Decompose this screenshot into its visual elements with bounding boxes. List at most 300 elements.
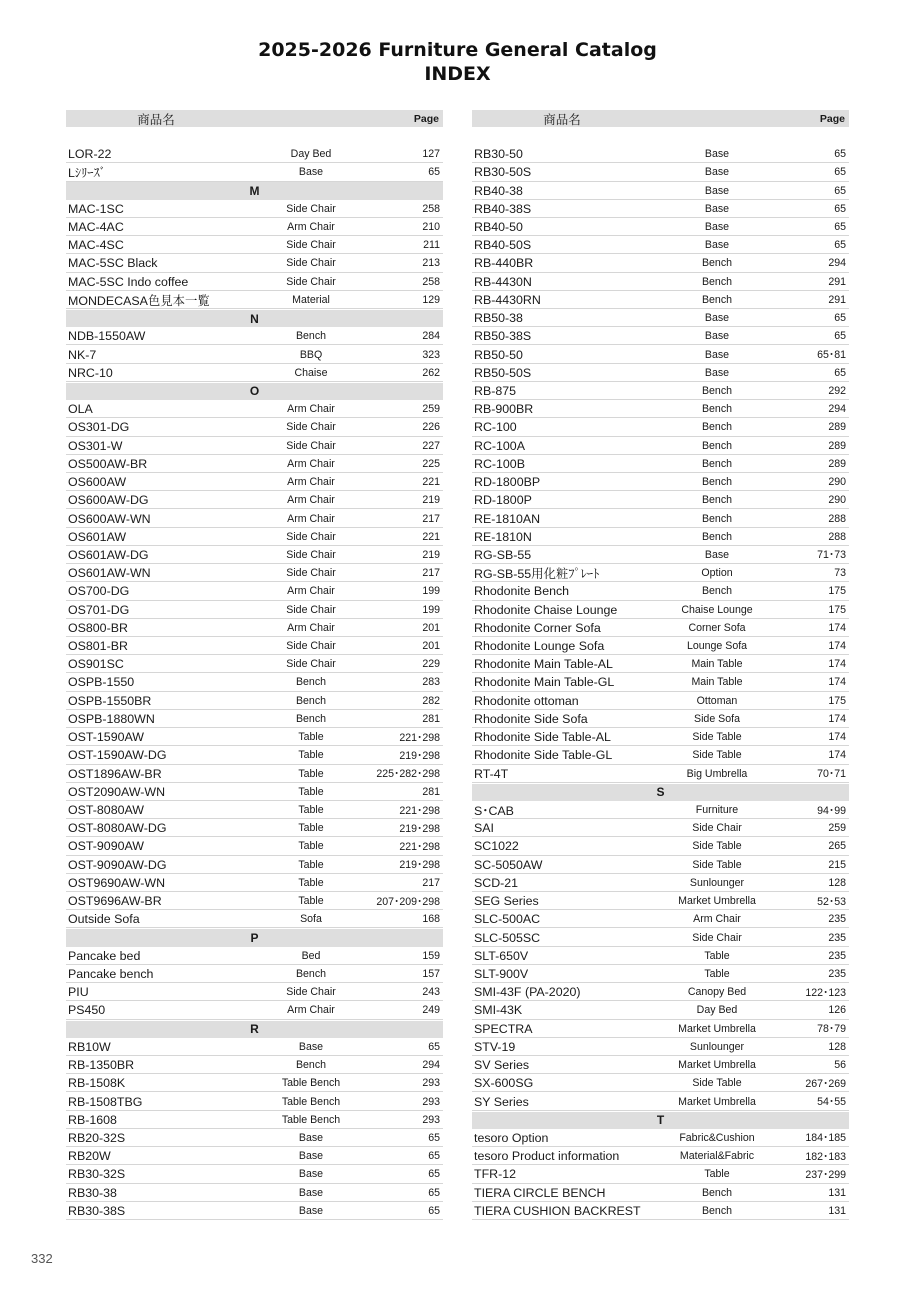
index-row [472,492,849,509]
product-name: RB-900BR [474,402,534,417]
product-name: OST1896AW-BR [68,766,162,781]
product-name: OST-1590AW-DG [68,748,167,763]
index-row [66,601,443,618]
product-category: Arm Chair [287,403,335,416]
product-name: RB-1508K [68,1076,126,1091]
index-row [66,255,443,272]
product-name: SX-600SG [474,1076,534,1091]
product-page: 219 [422,548,440,561]
product-page: 52･53 [817,895,846,908]
product-page: 159 [422,949,440,962]
index-row [66,583,443,600]
index-row [472,729,849,746]
product-page: 174 [828,658,846,671]
section-letter-header [472,784,849,801]
product-page: 65 [834,166,846,179]
product-category: Table [298,767,324,780]
product-page: 199 [422,585,440,598]
section-letter-header [66,310,443,327]
index-row [66,656,443,673]
product-category: Arm Chair [287,621,335,634]
product-category: Base [704,184,730,197]
product-name: OS901SC [68,657,124,672]
index-row [66,201,443,218]
product-name: TFR-12 [474,1167,516,1182]
index-row [472,438,849,455]
product-page: 213 [422,257,440,270]
index-row [66,984,443,1001]
product-page: 259 [422,403,440,416]
product-category: Material&Fabric [679,1150,755,1163]
product-name: Outside Sofa [68,912,140,927]
product-category: Main Table [691,658,743,671]
section-letter-header [472,1112,849,1129]
index-row [472,583,849,600]
product-name: SC1022 [474,839,519,854]
product-name: Rhodonite Corner Sofa [474,620,601,635]
product-name: SMI-43F (PA-2020) [474,985,581,1000]
product-page: 122･123 [805,986,846,999]
index-row [472,693,849,710]
index-row [66,893,443,910]
product-page: 221･298 [399,731,440,744]
index-row [66,565,443,582]
product-category: Side Chair [286,640,336,653]
product-category: Side Table [692,749,742,762]
product-category: Table [298,785,324,798]
product-name: Rhodonite Lounge Sofa [474,639,605,654]
product-name: SLT-650V [474,948,529,963]
product-page: 201 [422,621,440,634]
product-page: 294 [422,1059,440,1072]
product-category: Side Chair [286,202,336,215]
index-row [66,1039,443,1056]
product-page: 65 [428,1150,440,1163]
product-page: 131 [828,1186,846,1199]
product-name: SLC-505SC [474,930,541,945]
product-category: Base [298,1131,324,1144]
product-category: Base [704,366,730,379]
product-name: OST-9090AW [68,839,144,854]
section-letter-header [66,929,443,946]
product-page: 217 [422,876,440,889]
index-row [472,638,849,655]
product-category: Bench [701,421,733,434]
product-name: PIU [68,985,89,1000]
product-name: RB30-38S [68,1203,126,1218]
product-category: Table Bench [281,1077,341,1090]
index-row [472,711,849,728]
product-category: Table Bench [281,1113,341,1126]
product-category: Main Table [691,676,743,689]
product-name: OST9696AW-BR [68,894,162,909]
section-letter-header [66,383,443,400]
product-page: 128 [828,876,846,889]
product-name: OS600AW-WN [68,511,151,526]
index-row [472,929,849,946]
product-page: 294 [828,257,846,270]
product-name: Rhodonite Main Table-AL [474,657,613,672]
product-page: 78･79 [817,1023,846,1036]
section-letter-header [66,1021,443,1038]
product-page: 65 [834,221,846,234]
product-category: Bench [295,712,327,725]
product-name: OS601AW [68,529,127,544]
index-row [472,310,849,327]
product-category: Base [298,1168,324,1181]
product-category: Table [298,840,324,853]
product-category: Table [298,876,324,889]
product-category: Side Chair [286,257,336,270]
index-row [472,1039,849,1056]
product-name: RT-4T [474,766,509,781]
product-page: 221･298 [399,804,440,817]
section-letter: O [249,384,260,399]
product-name: MAC-5SC Black [68,256,158,271]
index-row [66,674,443,691]
index-row [472,875,849,892]
index-row [66,401,443,418]
header-name-label: 商品名 [543,112,581,127]
product-category: Lounge Sofa [686,640,748,653]
product-page: 174 [828,712,846,725]
index-row [66,1203,443,1220]
product-page: 291 [828,275,846,288]
product-page: 129 [422,293,440,306]
product-name: OS801-BR [68,639,128,654]
product-page: 65 [834,184,846,197]
product-category: Table [298,822,324,835]
product-category: Base [298,1040,324,1053]
product-name: OST9690AW-WN [68,875,166,890]
product-name: Rhodonite Side Sofa [474,711,588,726]
product-page: 94･99 [817,804,846,817]
index-row [66,492,443,509]
index-row [472,401,849,418]
page-number: 332 [31,1251,53,1266]
product-page: 211 [423,239,440,252]
product-page: 54･55 [817,1096,846,1109]
index-row [66,1166,443,1183]
product-name: RE-1810AN [474,511,541,526]
index-row [66,638,443,655]
product-page: 207･209･298 [376,895,440,908]
index-row [472,1057,849,1074]
product-page: 127 [422,148,440,161]
product-category: Table [298,858,324,871]
index-row [66,838,443,855]
section-letter: R [250,1022,259,1037]
index-row [66,164,443,181]
product-name: RB50-50 [474,347,523,362]
product-name: RB-1608 [68,1112,117,1127]
index-row [66,1112,443,1129]
product-category: Side Chair [286,421,336,434]
product-page: 227 [422,439,440,452]
product-name: NRC-10 [68,365,113,380]
product-category: Base [704,239,730,252]
product-page: 221 [422,530,440,543]
index-row [472,656,849,673]
product-name: OLA [68,402,93,417]
product-name: RC-100A [474,438,525,453]
product-name: S･CAB [474,804,514,819]
product-category: Bench [701,257,733,270]
index-row [472,1148,849,1165]
product-category: Bench [701,476,733,489]
product-name: OST2090AW-WN [68,784,166,799]
title-line-1: 2025-2026 Furniture General Catalog [258,39,657,61]
product-name: RB20W [68,1149,111,1164]
product-name: RB30-38 [68,1185,117,1200]
product-name: RB10W [68,1039,111,1054]
product-category: Arm Chair [287,512,335,525]
product-name: OS600AW-DG [68,493,149,508]
product-page: 219 [422,494,440,507]
product-name: SCD-21 [474,875,519,890]
product-category: Bench [701,512,733,525]
product-name: Rhodonite Side Table-GL [474,748,613,763]
index-row [472,1166,849,1183]
product-category: Bench [701,1204,733,1217]
product-category: Big Umbrella [686,767,748,780]
product-category: Base [298,1186,324,1199]
index-row [472,164,849,181]
product-name: SLC-500AC [474,912,541,927]
index-row [472,1184,849,1201]
index-row [66,547,443,564]
index-row [66,911,443,928]
product-name: RB-1350BR [68,1058,135,1073]
product-name: RD-1800BP [474,475,541,490]
index-row [66,510,443,527]
index-column-right [472,110,849,1221]
index-row [472,274,849,291]
product-name: OS500AW-BR [68,456,148,471]
product-name: SAI [474,821,494,836]
product-category: Side Chair [286,986,336,999]
product-page: 221 [422,476,440,489]
index-row [472,255,849,272]
index-row [66,1002,443,1019]
product-name: Pancake bench [68,966,154,981]
index-column-left [66,110,443,1221]
index-row [472,966,849,983]
product-name: Rhodonite Main Table-GL [474,675,615,690]
column-header [66,110,443,127]
product-category: Market Umbrella [678,1095,756,1108]
product-category: Bench [295,967,327,980]
index-row [472,893,849,910]
product-page: 289 [828,421,846,434]
product-page: 267･269 [805,1077,846,1090]
product-page: 288 [828,512,846,525]
product-category: Corner Sofa [688,621,746,634]
product-page: 291 [828,293,846,306]
section-letter: P [250,931,259,946]
product-category: Arm Chair [287,476,335,489]
product-category: Canopy Bed [687,986,747,999]
product-page: 65 [428,1168,440,1181]
index-row [66,1093,443,1110]
product-page: 235 [828,949,846,962]
product-category: Side Chair [286,603,336,616]
index-row [472,328,849,345]
product-category: Base [704,221,730,234]
index-rows [66,146,443,1220]
index-row [472,765,849,782]
index-row [472,820,849,837]
index-row [472,1203,849,1220]
product-name: Lｼﾘｰｽﾞ [68,166,106,181]
product-page: 56 [834,1059,846,1072]
product-category: Base [704,348,730,361]
index-row [472,201,849,218]
product-page: 235 [828,931,846,944]
product-page: 215 [828,858,846,871]
catalog-title [0,38,915,86]
product-category: Bench [701,494,733,507]
product-name: SLT-900V [474,966,529,981]
index-row [472,346,849,363]
product-page: 201 [422,640,440,653]
product-category: Material [292,293,330,306]
index-row [472,383,849,400]
index-row [472,1021,849,1038]
product-category: Table [298,749,324,762]
product-page: 175 [828,585,846,598]
product-page: 65 [428,166,440,179]
index-row [66,474,443,491]
product-name: tesoro Product information [474,1149,620,1164]
product-name: OS800-BR [68,620,128,635]
product-category: Day Bed [696,1004,738,1017]
product-category: Arm Chair [693,913,741,926]
section-letter: S [656,785,665,800]
index-row [66,1130,443,1147]
index-row [472,182,849,199]
product-category: Chaise Lounge [681,603,753,616]
product-page: 157 [422,967,440,980]
product-name: Rhodonite Side Table-AL [474,730,611,745]
product-page: 258 [422,202,440,215]
product-category: Market Umbrella [678,1059,756,1072]
product-page: 289 [828,439,846,452]
product-page: 282 [422,694,440,707]
product-name: SY Series [474,1094,529,1109]
index-row [472,547,849,564]
product-name: Rhodonite Bench [474,584,570,599]
product-name: MONDECASA色見本一覧 [68,293,210,308]
product-category: Market Umbrella [678,1022,756,1035]
product-category: Side Table [692,1077,742,1090]
product-category: Side Chair [286,275,336,288]
product-category: Bench [701,275,733,288]
product-page: 294 [828,403,846,416]
product-page: 175 [828,603,846,616]
product-category: Table Bench [281,1095,341,1108]
product-name: tesoro Option [474,1130,549,1145]
index-row [66,729,443,746]
product-category: Sunlounger [689,876,745,889]
product-page: 65･81 [817,349,846,362]
section-letter: N [250,311,259,326]
header-page-label: Page [819,112,845,125]
index-row [472,510,849,527]
product-page: 174 [828,731,846,744]
product-category: Base [704,166,730,179]
product-name: Rhodonite Chaise Lounge [474,602,618,617]
index-row [66,948,443,965]
product-name: RB-440BR [474,256,534,271]
product-category: Arm Chair [287,585,335,598]
product-name: OST-8080AW-DG [68,821,167,836]
product-page: 65 [428,1131,440,1144]
product-page: 292 [828,384,846,397]
index-row [472,838,849,855]
product-category: Bed [301,949,321,962]
product-name: STV-19 [474,1039,516,1054]
index-row [66,820,443,837]
index-row [472,802,849,819]
index-row [472,1002,849,1019]
index-row [472,911,849,928]
index-row [66,784,443,801]
index-row [472,1093,849,1110]
product-category: Bench [701,384,733,397]
product-page: 174 [828,676,846,689]
product-page: 290 [828,476,846,489]
product-name: RB50-38 [474,311,523,326]
product-page: 217 [422,567,440,580]
product-name: RB-4430N [474,274,532,289]
index-row [66,237,443,254]
index-row [472,456,849,473]
index-row [66,419,443,436]
product-page: 281 [422,712,440,725]
product-page: 225･282･298 [376,768,440,781]
index-row [472,857,849,874]
product-category: Arm Chair [287,494,335,507]
index-row [66,802,443,819]
product-page: 175 [828,694,846,707]
product-page: 293 [422,1113,440,1126]
product-name: RE-1810N [474,529,532,544]
product-category: Side Sofa [694,712,740,725]
index-row [66,693,443,710]
product-page: 168 [422,913,440,926]
product-page: 225 [422,457,440,470]
product-category: Side Table [692,858,742,871]
product-name: SC-5050AW [474,857,543,872]
product-category: Side Table [692,731,742,744]
product-category: Bench [701,1186,733,1199]
index-row [66,1057,443,1074]
product-name: OS600AW [68,475,127,490]
index-row [66,328,443,345]
index-row [66,219,443,236]
product-category: Table [298,731,324,744]
product-page: 199 [422,603,440,616]
product-page: 323 [422,348,440,361]
index-row [66,365,443,382]
product-name: RB40-38 [474,183,523,198]
product-name: NDB-1550AW [68,329,146,344]
product-name: OSPB-1880WN [68,711,155,726]
index-row [472,292,849,309]
product-page: 65 [834,148,846,161]
product-page: 262 [422,366,440,379]
